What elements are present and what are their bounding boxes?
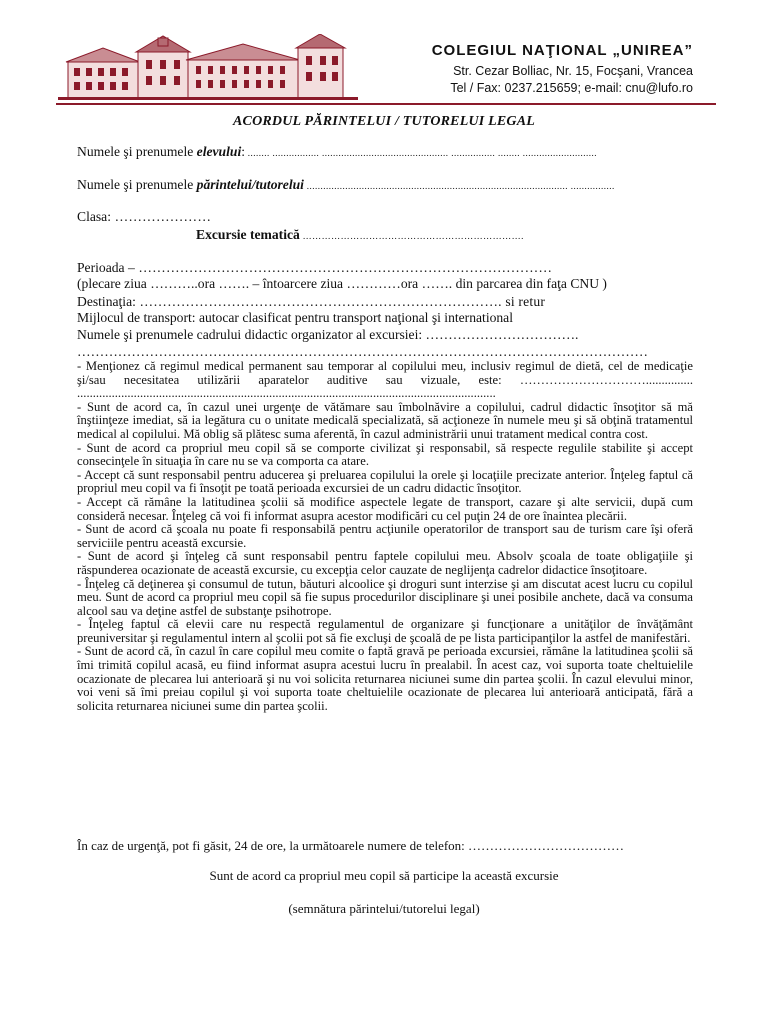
school-name: COLEGIUL NAŢIONAL „UNIREA”: [431, 42, 693, 59]
organizer-field[interactable]: Numele şi prenumele cadrului didactic organizator al excursiei: …………………………….: [77, 327, 579, 342]
period-label: Perioada –: [77, 260, 135, 275]
clause-serious-act: - Sunt de acord că, în cazul în care copilul meu comite o faptă gravă pe perioada excursiei, rămâne la latitudinea şcolii să îmi trimită copilul acasă, eu fiind informat asupra acestui lucru în prealabil. În acest caz, voi suporta toate cheltuielile ocazionate de plecarea lui anterioară şi nu voi solicita returnarea niciunei sume din partea şcolii. În cazul elevului minor, voi veni să îmi preiau copilul şi voi suporta toate cheltuielile ocazionate de plecarea lui anterioară anticipată, fără a solicita returnarea niciunei sume din partea şcolii.: [77, 644, 693, 713]
class-field[interactable]: [77, 209, 697, 225]
clause-pickup: - Accept că sunt responsabil pentru aducerea şi preluarea copilului la orele şi locaţiile precizate anterior. Înţeleg faptul că propriul meu copil va fi însoţit pe toată perioada excursiei de un cadru didactic însoţitor.: [77, 467, 693, 496]
destination-label: Destinaţia:: [77, 294, 136, 309]
school-building-logo: [58, 34, 358, 104]
header-divider: [56, 103, 716, 105]
excursion-label: Excursie tematică: [196, 227, 300, 242]
document-title: ACORDUL PĂRINTELUI / TUTORELUI LEGAL: [233, 114, 535, 129]
clause-changes: - Accept că rămâne la latitudinea şcolii să modifice aspectele legate de transport, cazare şi alte servicii, după cum consideră necesar. Înţeleg că voi fi informat asupra acestor modificări cu cel puţin 24 de ore înaintea plecării.: [77, 494, 693, 523]
excursion-blank[interactable]: …………………………………………………………….: [299, 231, 524, 241]
school-contact: Tel / Fax: 0237.215659; e-mail: cnu@lufo.ro: [450, 81, 693, 95]
period-blank[interactable]: ………………………………………………………………………………: [134, 260, 553, 275]
clause-emergency: - Sunt de acord ca, în cazul unei urgenţe de vătămare sau îmbolnăvire a copilului, cadrul didactic însoţitor să mă înştiinţeze imediat, să ia legătura cu o unitate medicală specializată, să acţioneze în numele meu şi să obţină tratamentul medical al copilului. Mă oblig să plătesc suma aferentă, în cazul administrării unui tratament medical contra cost.: [77, 399, 693, 441]
departure-line[interactable]: (plecare ziua ………..ora ……. – întoarcere ziua …………ora ……. din parcarea din faţa CNU ): [77, 276, 607, 291]
parent-name-field[interactable]: [77, 177, 697, 195]
student-blank[interactable]: ........ ................. .............................................. ................ ........ ...........................: [245, 148, 598, 158]
clause-substances: - Înţeleg că deţinerea şi consumul de tutun, băuturi alcoolice şi droguri sunt interzise şi am discutat acest lucru cu copilul meu. Sunt de acord ca propriul meu copil să fie supus procedurilor disciplinare şi unei posibile anchete, dacă va consuma alcool sau va deţine astfel de substanţe psihotrope.: [77, 576, 693, 618]
student-name-field[interactable]: Numele şi prenumele elevului: ........ ................. .............................................. ................ ........ ...........................: [77, 144, 598, 159]
student-label: Numele şi prenumele: [77, 144, 197, 159]
signature-line[interactable]: (semnătura părintelui/tutorelui legal): [288, 901, 480, 916]
class-label: Clasa:: [77, 209, 111, 224]
period-field[interactable]: [77, 260, 697, 276]
parent-blank[interactable]: ............................................................................................... ................: [303, 181, 615, 191]
clauses-list: [77, 360, 693, 713]
parent-label-emphasis: părintelui/tutorelui: [196, 177, 304, 192]
parent-label: Numele şi prenumele: [77, 177, 197, 192]
destination-blank[interactable]: ……………………………………………………………………. si retur: [135, 294, 546, 309]
agreement-statement: Sunt de acord ca propriul meu copil să participe la această excursie: [209, 868, 559, 883]
destination-field[interactable]: [77, 294, 697, 310]
clause-behaviour: - Sunt de acord ca propriul meu copil să se comporte civilizat şi responsabil, să respecte regulile stabilite şi accept consecinţele în situaţia în care nu se va comporta ca atare.: [77, 440, 693, 469]
clause-responsibility: - Sunt de acord şi înţeleg că sunt responsabil pentru faptele copilului meu. Absolv şcoala de toate obligaţiile şi răspunderea ocazionate de această excursie, cu excepţia celor cauzate de neglijenţa cadrelor didactice însoţitoare.: [77, 549, 693, 577]
clause-regulations: - Înţeleg faptul că elevii care nu respectă regulamentul de organizare şi funcţionare a unităţilor de învăţământ preuniversitar şi regulamentul intern al şcolii pot să fie excluşi de şcoală de pe lista participanţilor la astfel de manifestări.: [77, 617, 693, 645]
clause-operators: - Sunt de acord că şcoala nu poate fi responsabilă pentru acţiunile operatorilor de transport sau de turism care îşi oferă serviciile pentru această excursie.: [77, 522, 693, 550]
excursion-field[interactable]: [196, 227, 768, 245]
transport-line: Mijlocul de transport: autocar clasificat pentru transport naţional şi international: [77, 310, 513, 325]
school-address: Str. Cezar Bolliac, Nr. 15, Focşani, Vrancea: [453, 64, 693, 78]
emergency-phone-field[interactable]: În caz de urgenţă, pot fi găsit, 24 de ore, la următoarele numere de telefon: ………………………………: [77, 838, 625, 853]
student-label-emphasis: elevului: [196, 144, 242, 159]
clause-medical: - Menţionez că regimul medical permanent sau temporar al copilului meu, inclusiv regimul de dietă, cel de medicaţie şi/sau necesitatea utilizării aparatelor auditive sau vizuale, este: …………………………............... .....................................................................................................................................: [77, 359, 693, 401]
organizer-blank[interactable]: ………………………………………………………………………………………………………………: [77, 344, 648, 359]
class-blank[interactable]: …………………: [110, 209, 212, 224]
letterhead: [0, 0, 768, 110]
